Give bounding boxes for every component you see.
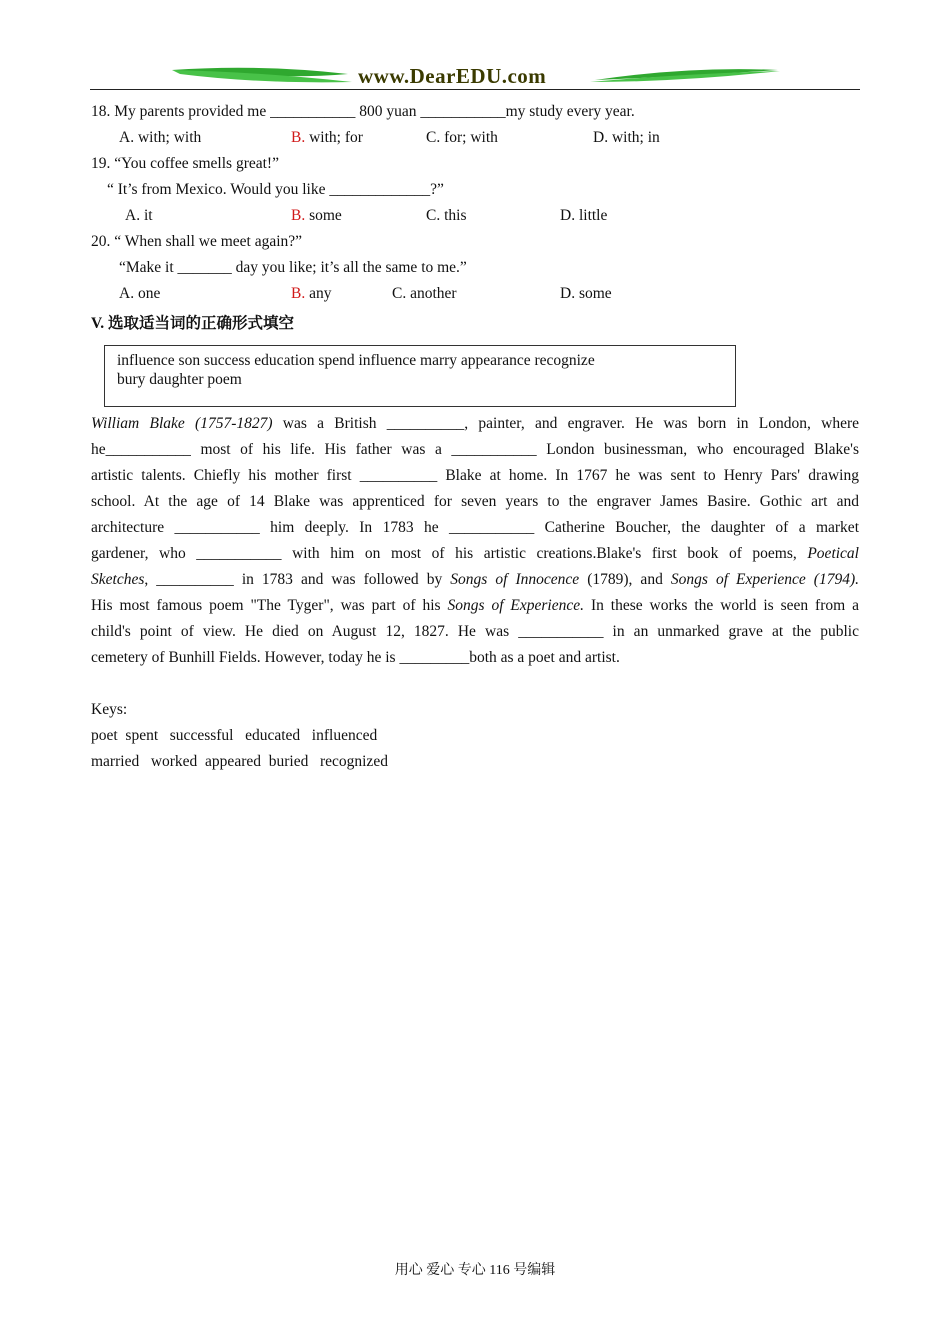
passage-text: In these works the world is seen from a (584, 597, 859, 614)
italic-title-text: Songs of Experience (1794). (670, 571, 860, 588)
question-19-option-d: D. little (560, 207, 608, 224)
site-logo-text: www.DearEDU.com (358, 64, 547, 88)
passage-line (91, 463, 859, 489)
italic-title-text: Songs of Innocence (450, 571, 580, 588)
question-20-option-a: A. one (119, 285, 161, 302)
keys-label: Keys: (91, 701, 128, 718)
passage-text: (1789), and (579, 571, 671, 588)
passage-text: cemetery of Bunhill Fields. However, today he is _________both as a poet and artist. (91, 649, 620, 666)
passage-line (91, 593, 859, 619)
question-18-option-c: C. for; with (426, 129, 498, 146)
answer-marker: B. (291, 129, 306, 146)
passage-line (91, 489, 859, 515)
header-rule (90, 89, 860, 90)
keys-line-2: married worked appeared buried recognized (91, 753, 388, 770)
question-20-stem: 20. “ When shall we meet again?” (91, 233, 303, 250)
passage-text: school. At the age of 14 Blake was apprenticed for seven years to the engraver James Basire. Gothic art and (91, 493, 859, 510)
passage-line (91, 541, 859, 567)
question-20-option-c: C. another (392, 285, 457, 302)
question-19-stem-reply: “ It’s from Mexico. Would you like _____________?” (107, 181, 444, 198)
question-19-option-b: B. some (291, 207, 342, 224)
passage-text: he___________ most of his life. His father was a ___________ London businessman, who encouraged Blake's (91, 441, 859, 458)
cloze-passage (91, 411, 859, 671)
question-18-stem: 18. My parents provided me ___________ 800 yuan ___________my study every year. (91, 103, 635, 120)
italic-title-text: Sketches (91, 571, 145, 588)
question-20-option-d: D. some (560, 285, 612, 302)
passage-line (91, 619, 859, 645)
question-18-option-a: A. with; with (119, 129, 202, 146)
word-bank-line-1: influence son success education spend influence marry appearance recognize (117, 352, 595, 369)
page-footer: 用心 爱心 专心 116 号编辑 (394, 1263, 556, 1278)
question-18-option-d: D. with; in (593, 129, 660, 146)
question-19-option-a: A. it (125, 207, 153, 224)
italic-title-text: Poetical (807, 545, 859, 562)
passage-text: gardener, who ___________ with him on most of his artistic creations.Blake's first book of poems, (91, 545, 808, 562)
passage-line (91, 645, 859, 671)
passage-line (91, 515, 859, 541)
passage-text: child's point of view. He died on August 12, 1827. He was ___________ in an unmarked grave at the public (91, 623, 859, 640)
passage-text: , __________ in 1783 and was followed by (144, 571, 451, 588)
question-20-option-b: B. any (291, 285, 332, 302)
passage-line (91, 411, 859, 437)
question-20-stem-reply: “Make it _______ day you like; it’s all the same to me.” (119, 259, 467, 276)
passage-text: was a British __________, painter, and engraver. He was born in London, where (272, 415, 859, 432)
passage-text: artistic talents. Chiefly his mother first __________ Blake at home. In 1767 he was sent to Henry Pars' drawing (91, 467, 859, 484)
question-18-option-b: B. with; for (291, 129, 363, 146)
italic-title-text: Songs of Experience. (447, 597, 585, 614)
passage-text: His most famous poem "The Tyger", was part of his (91, 597, 448, 614)
question-19-option-c: C. this (426, 207, 467, 224)
answer-marker: B. (291, 207, 306, 224)
word-bank-box (104, 345, 736, 407)
keys-line-1: poet spent successful educated influenced (91, 727, 378, 744)
section-title: V. 选取适当词的正确形式填空 (91, 315, 294, 332)
passage-text: architecture ___________ him deeply. In 1783 he ___________ Catherine Boucher, the daughter of a market (91, 519, 859, 536)
word-bank-line-2: bury daughter poem (117, 371, 242, 388)
passage-line (91, 437, 859, 463)
italic-title-text: William Blake (1757-1827) (91, 415, 273, 432)
passage-line (91, 567, 859, 593)
page-header (90, 62, 860, 90)
question-19-stem: 19. “You coffee smells great!” (91, 155, 279, 172)
answer-marker: B. (291, 285, 306, 302)
